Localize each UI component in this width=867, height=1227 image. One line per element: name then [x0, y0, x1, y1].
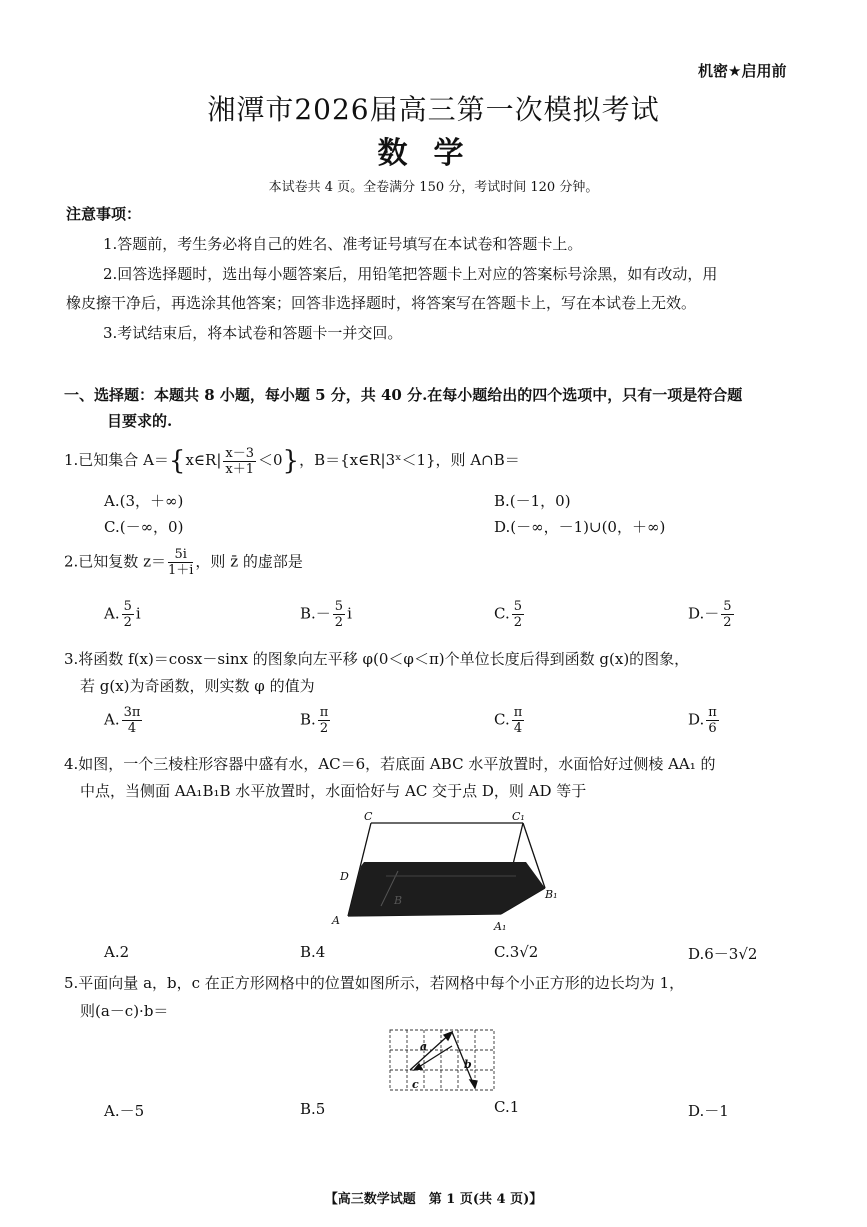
label-c1: C₁: [512, 810, 525, 823]
q5-option-d[interactable]: D.－1: [688, 1102, 729, 1120]
confidential-mark: 机密★启用前: [698, 62, 787, 80]
q2-option-a[interactable]: A. $\frac{5}{2}$ i: [104, 599, 141, 630]
q5-option-a[interactable]: A.－5: [104, 1102, 145, 1120]
question-4-line-2: 中点，当侧面 AA₁B₁B 水平放置时，水面恰好与 AC 交于点 D，则 AD 等于: [80, 782, 587, 800]
notice-item-1: 1.答题前，考生务必将自己的姓名、准考证号填写在本试卷和答题卡上。: [103, 235, 583, 253]
label-a1: A₁: [494, 920, 507, 933]
q3-option-a[interactable]: A. $\frac{3\pi}{4}$: [104, 705, 141, 736]
q4-option-c[interactable]: C.3√2: [494, 943, 539, 961]
page-footer: 【高三数学试题 第 1 页(共 4 页)】: [324, 1192, 543, 1207]
q1-option-b[interactable]: B.(－1，0): [494, 492, 571, 510]
label-c: c: [412, 1078, 419, 1091]
label-b1: B₁: [545, 888, 558, 901]
q4-option-a[interactable]: A.2: [104, 943, 130, 961]
label-a: a: [420, 1040, 428, 1053]
q3-option-c[interactable]: C. $\frac{\pi}{4}$: [494, 705, 523, 736]
q3-option-b[interactable]: B. $\frac{\pi}{2}$: [300, 705, 329, 736]
label-b: B: [394, 894, 403, 907]
question-1-stem: 1.已知集合 A＝{x∈R| $\frac{x-3}{x+1}$ ＜0}，B＝{x∈R|3ˣ＜1}，则 A∩B＝: [64, 445, 520, 477]
label-d: D: [340, 870, 349, 883]
question-5-line-2: 则(a－c)·b＝: [80, 1002, 169, 1020]
q1-option-c[interactable]: C.(－∞，0): [104, 518, 184, 536]
label-a: A: [332, 914, 340, 927]
notice-item-2: 2.回答选择题时，选出每小题答案后，用铅笔把答题卡上对应的答案标号涂黑，如有改动，用: [103, 265, 718, 283]
q4-option-d[interactable]: D.6－3√2: [688, 945, 758, 963]
prism-figure: [326, 806, 566, 934]
question-3-line-1: 3.将函数 f(x)＝cosx－sinx 的图象向左平移 φ(0＜φ＜π)个单位长度后得到函数 g(x)的图象，: [64, 650, 690, 668]
q5-option-b[interactable]: B.5: [300, 1100, 326, 1118]
q2-option-b[interactable]: B.－ $\frac{5}{2}$ i: [300, 599, 352, 630]
q4-option-b[interactable]: B.4: [300, 943, 326, 961]
q1-option-a[interactable]: A.(3，＋∞): [104, 492, 184, 510]
label-b: b: [464, 1058, 472, 1071]
exam-info: 本试卷共 4 页。全卷满分 150 分，考试时间 120 分钟。: [268, 180, 599, 195]
q5-option-c[interactable]: C.1: [494, 1098, 520, 1116]
subject-title: 数学: [377, 136, 490, 171]
label-c: C: [364, 810, 373, 823]
notice-item-2-cont: 橡皮擦干净后，再选涂其他答案；回答非选择题时，将答案写在答题卡上，写在本试卷上无效。: [66, 294, 697, 312]
notice-heading: 注意事项：: [66, 205, 142, 223]
q2-option-c[interactable]: C. $\frac{5}{2}$: [494, 599, 522, 630]
section-heading: 一、选择题：本题共 8 小题，每小题 5 分，共 40 分.在每小题给出的四个选项中，只有一项是符合题: [64, 386, 743, 404]
question-5-line-1: 5.平面向量 a，b，c 在正方形网格中的位置如图所示，若网格中每个小正方形的边长均为 1，: [64, 974, 685, 992]
vector-b-arrow: [470, 1080, 477, 1088]
notice-item-3: 3.考试结束后，将本试卷和答题卡一并交回。: [103, 324, 403, 342]
question-3-line-2: 若 g(x)为奇函数，则实数 φ 的值为: [80, 677, 315, 695]
water-region: [348, 862, 545, 916]
question-4-line-1: 4.如图，一个三棱柱形容器中盛有水，AC＝6，若底面 ABC 水平放置时，水面恰好过侧棱 AA₁ 的: [64, 755, 716, 773]
q2-option-d[interactable]: D.－ $\frac{5}{2}$: [688, 599, 732, 630]
q1-option-d[interactable]: D.(－∞，－1)∪(0，＋∞): [494, 518, 666, 536]
vector-grid-figure: [386, 1026, 498, 1096]
section-heading-cont: 目要求的.: [107, 412, 173, 430]
question-2-stem: 2.已知复数 z＝ $\frac{5i}{1+i}$ ，则 z̄ 的虚部是: [64, 547, 303, 578]
exam-title: 湘潭市2026届高三第一次模拟考试: [207, 93, 660, 126]
q3-option-d[interactable]: D. $\frac{\pi}{6}$: [688, 705, 717, 736]
